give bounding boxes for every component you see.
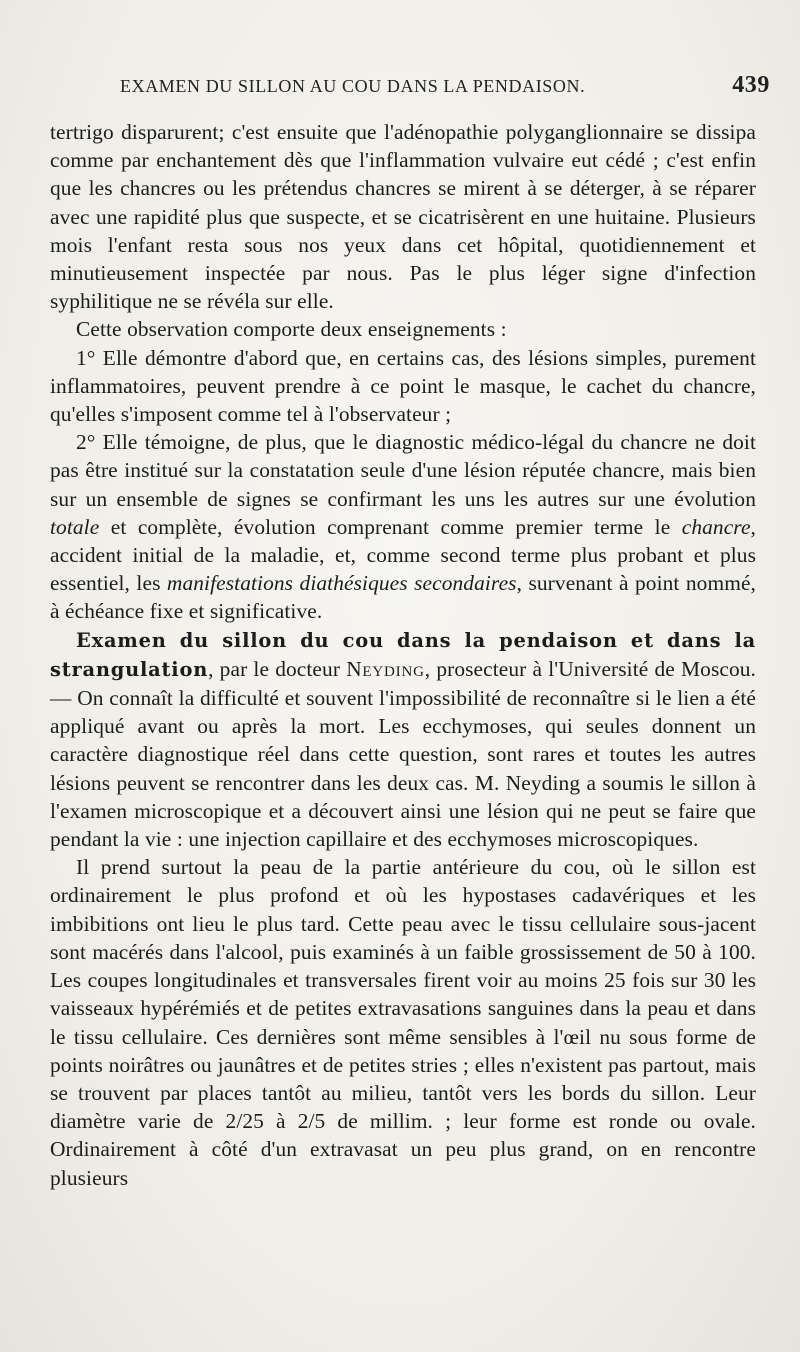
italic-totale: totale xyxy=(50,514,100,539)
italic-manifestations: manifestations diathésiques secondaires xyxy=(166,571,517,596)
paragraph-point-one: 1° Elle démontre d'abord que, en certains cas, des lésions simples, purement inflammatoires, peuvent prendre à ce point le masque, le cachet du chancre, qu'elles s'imposent comme tel à l'observateur ; xyxy=(50,345,756,427)
italic-chancre: chancre xyxy=(681,514,751,539)
running-title: EXAMEN DU SILLON AU COU DANS LA PENDAISON. xyxy=(120,76,586,96)
paragraph-continuation: tertrigo disparurent; c'est ensuite que l'adénopathie polyganglionnaire se dissipa comme par enchantement dès que l'inflammation vulvaire eut cédé ; c'est enfin que les chancres ou les prétendus chancres se mirent à se déterger, à se réparer avec une rapidité plus que suspecte, et se cicatrisèrent en une huitaine. Plusieurs mois l'enfant resta sous nos yeux dans cet hôpital, quotidiennement et minutieusement inspectée par nous. Pas le plus léger signe d'infection syphilitique ne se révéla sur elle. xyxy=(50,120,756,314)
section-heading: Examen du sillon du cou dans la pendaison et dans la strangulation xyxy=(50,628,756,681)
paragraph-observation-intro: Cette observation comporte deux enseignements : xyxy=(76,317,507,342)
page-body xyxy=(50,118,756,1192)
paragraph-method: Il prend surtout la peau de la partie antérieure du cou, où le sillon est ordinairement le plus profond et où les hypostases cadavériques et les imbibitions ont lieu le plus tard. Cette peau avec le tissu cellulaire sous-jacent sont macérés dans l'alcool, puis examinés à un faible grossissement de 50 à 100. Les coupes longitudinales et transversales firent voir au moins 25 fois sur 30 les vaisseaux hypérémiés et de petites extravasations sanguines dans la peau et dans le tissu cellulaire. Ces dernières sont même sensibles à l'œil nu sous forme de points noirâtres ou jaunâtres et de petites stries ; elles n'existent pas partout, mais se trouvent par places tantôt au milieu, tantôt vers les bords du sillon. Leur diamètre varie de 2/25 à 2/5 de millim. ; leur forme est ronde ou ovale. Ordinairement à côté d'un extravasat un peu plus grand, on en rencontre plusieurs xyxy=(50,855,756,1190)
page-number: 439 xyxy=(732,72,770,98)
author-name: Neyding xyxy=(346,656,425,681)
paragraph-point-two: 2° Elle témoigne, de plus, que le diagnostic médico-légal du chancre ne doit pas être institué sur la constatation seule d'une lésion réputée chancre, mais bien sur un ensemble de signes se confirmant les uns les autres sur une évolution totale et complète, évolution comprenant comme premier terme le chancre, accident initial de la maladie, et, comme second terme plus probant et plus essentiel, les manifestations diathésiques secondaires, survenant à point nommé, à échéance fixe et significative. xyxy=(50,430,756,624)
paragraph-section-neyding: Examen du sillon du cou dans la pendaison et dans la strangulation, par le docteur Neyding, prosecteur à l'Université de Moscou.— On connaît la difficulté et souvent l'impossibilité de reconnaître si le lien a été appliqué avant ou après la mort. Les ecchymoses, qui seules donnent un caractère diagnostique réel dans cette question, sont rares et toutes les autres lésions peuvent se rencontrer dans les deux cas. M. Neyding a soumis le sillon à l'examen microscopique et a découvert ainsi une lésion qui ne peut se faire que pendant la vie : une injection capillaire et des ecchymoses microscopiques. xyxy=(50,628,756,852)
